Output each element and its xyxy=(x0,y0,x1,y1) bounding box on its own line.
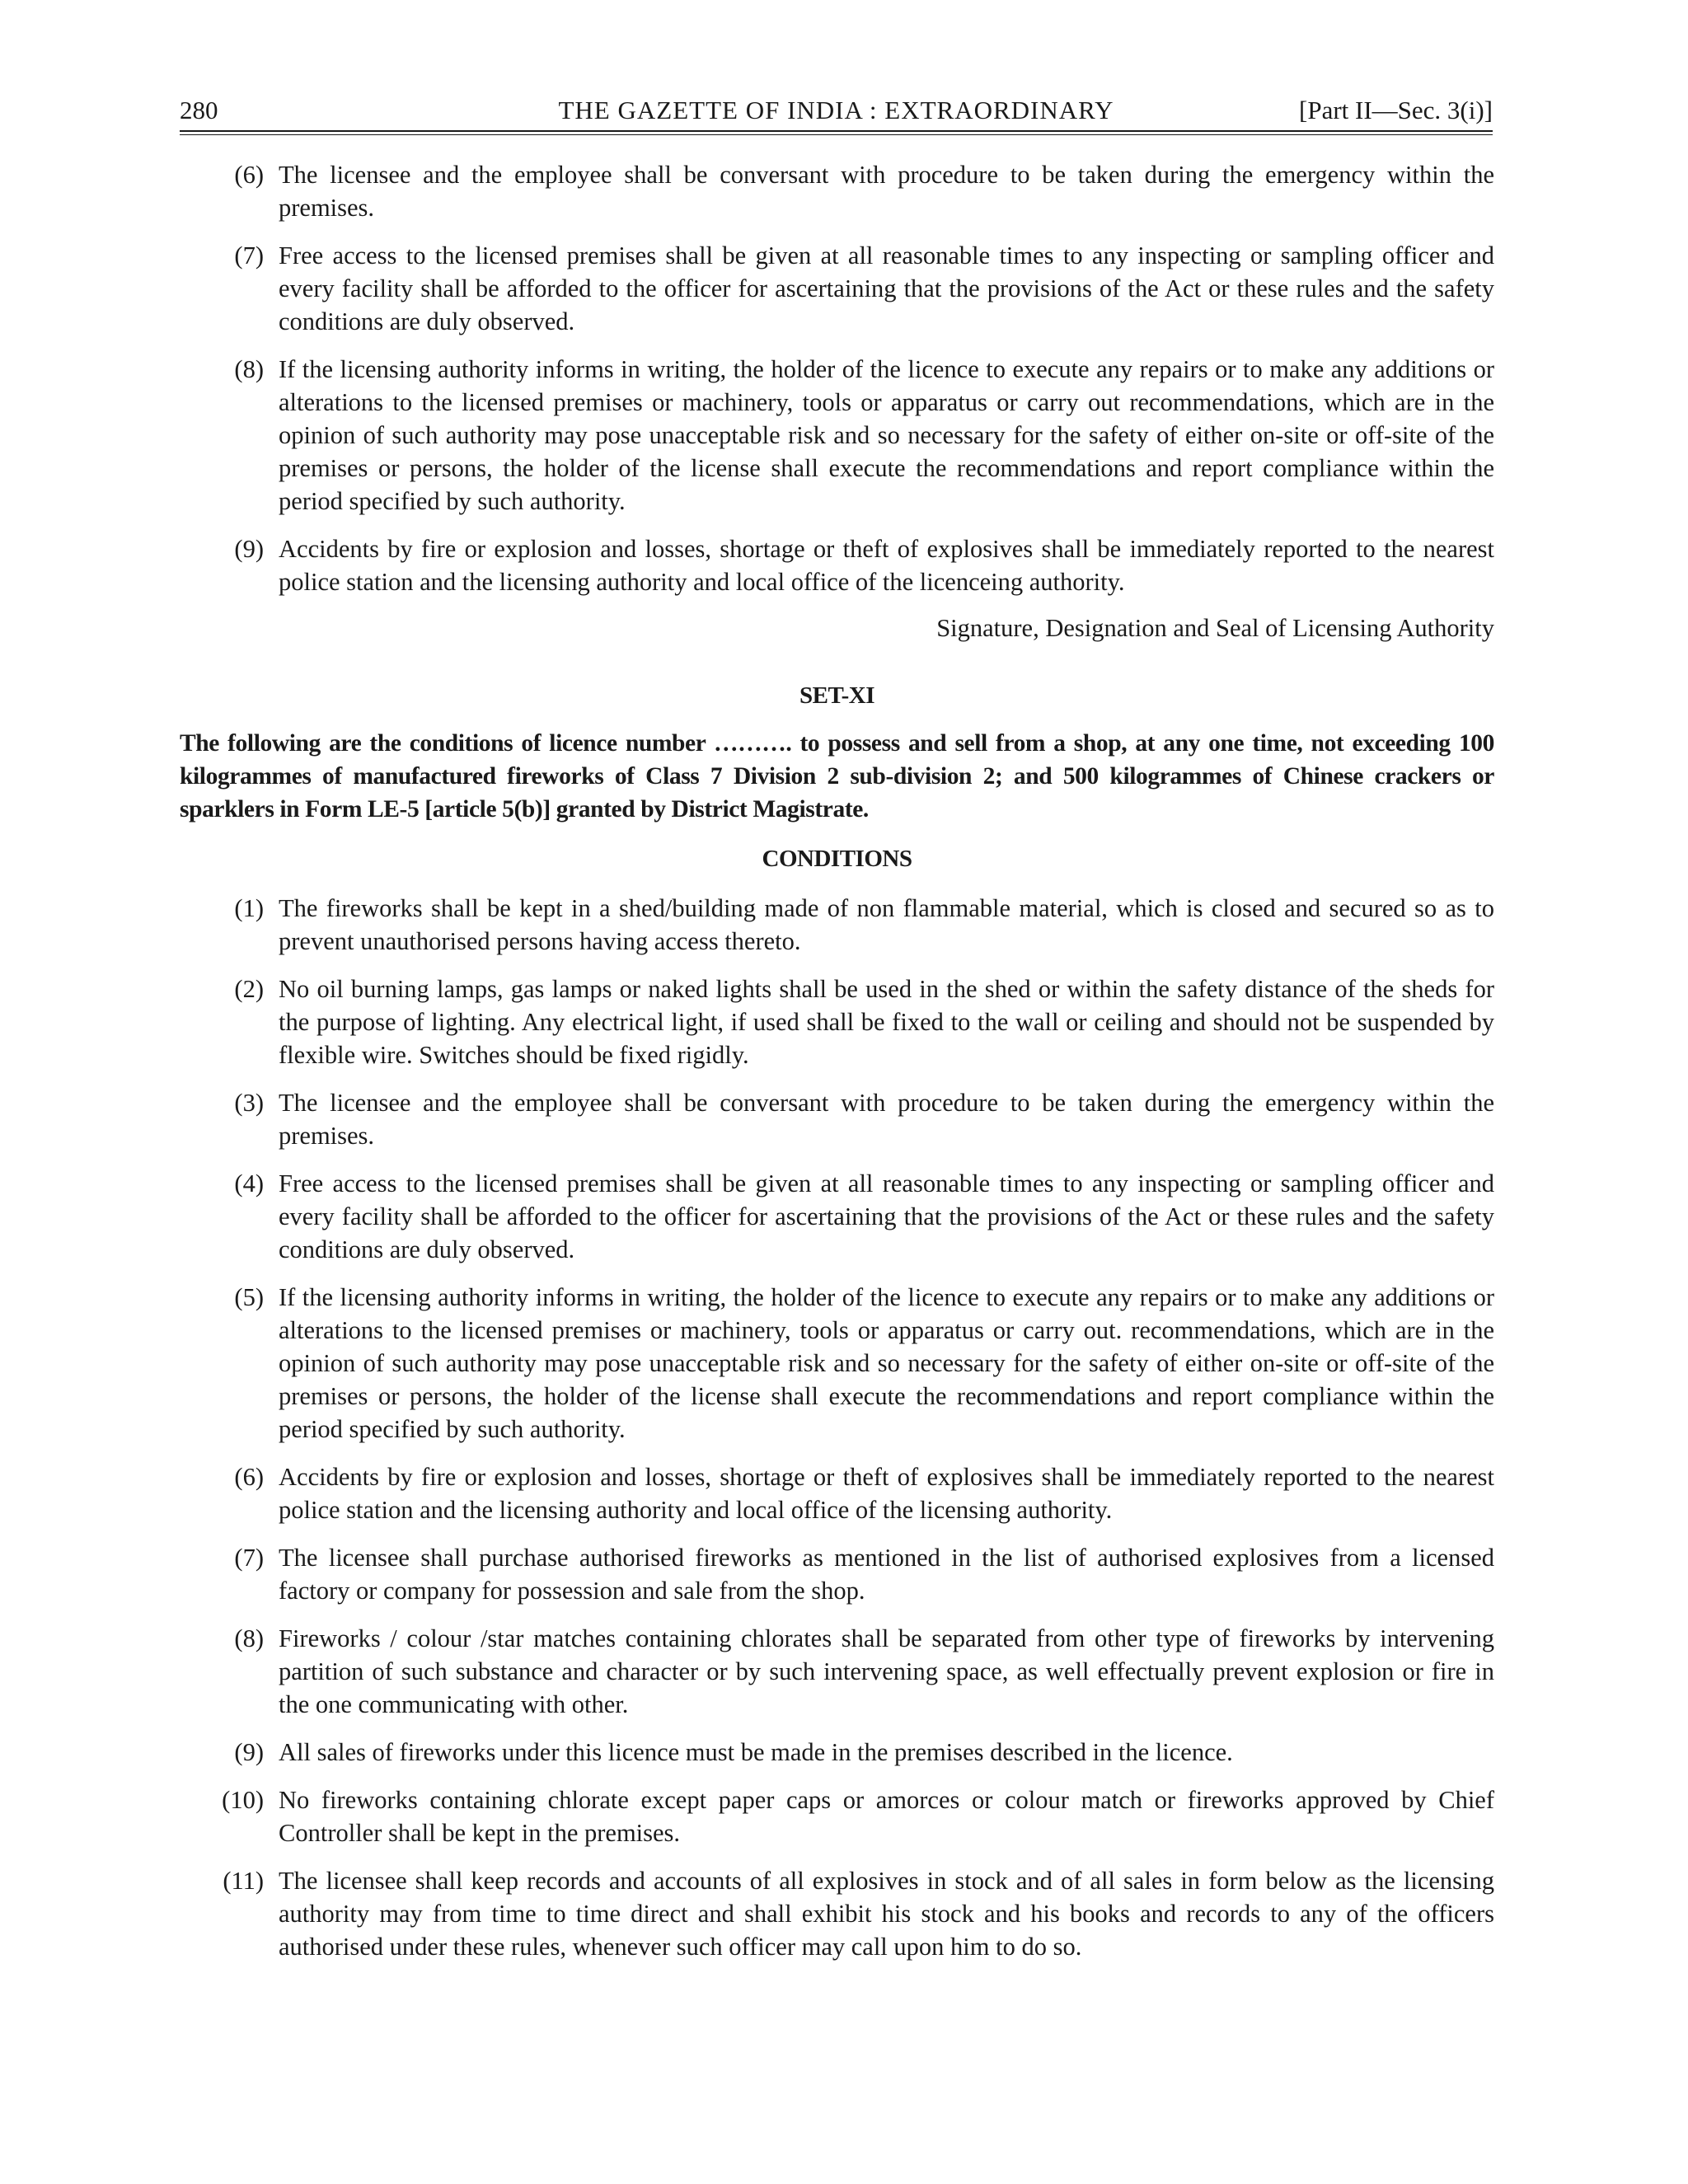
item-number: (7) xyxy=(234,1544,264,1572)
item-text: The licensee and the employee shall be conversant with procedure to be taken during the emergency within the premises. xyxy=(279,1089,1494,1150)
list-item xyxy=(180,1864,1494,1963)
page-header xyxy=(180,92,1493,129)
signature-line: Signature, Designation and Seal of Licensing Authority xyxy=(936,614,1494,642)
item-text: If the licensing authority informs in writing, the holder of the licence to execute any repairs or to make any additions or alterations to the licensed premises or machinery, tools or apparatus or carry out recommendations, which are in the opinion of such authority may pose unacceptable risk and so necessary for the safety of either on-site or off-site of the premises or persons, the holder of the license shall execute the recommendations and report compliance within the period specified by such authority. xyxy=(279,355,1494,515)
part-section: [Part II—Sec. 3(i)] xyxy=(1299,96,1493,124)
page-content xyxy=(180,158,1494,1978)
item-number: (9) xyxy=(234,535,264,563)
item-text: No oil burning lamps, gas lamps or naked lights shall be used in the shed or within the safety distance of the sheds for the purpose of lighting. Any electrical light, if used shall be fixed to the wall or ceiling and should not be suspended by flexible wire. Switches should be fixed rigidly. xyxy=(279,975,1494,1069)
item-text: All sales of fireworks under this licence must be made in the premises described in the licence. xyxy=(279,1738,1233,1766)
header-rule xyxy=(180,130,1493,132)
item-text: The licensee shall keep records and accounts of all explosives in stock and of all sales in form below as the licensing authority may from time to time direct and shall exhibit his stock and his books and records to any of the officers authorised under these rules, whenever such officer may call upon him to do so. xyxy=(279,1867,1494,1961)
item-number: (11) xyxy=(223,1867,264,1895)
item-number: (9) xyxy=(234,1738,264,1766)
item-number: (4) xyxy=(234,1169,264,1197)
list-item xyxy=(180,158,1494,224)
list-item xyxy=(180,1541,1494,1607)
set-intro: The following are the conditions of licence number ………. to possess and sell from a shop, at any one time, not exceeding 100 kilogrammes of manufactured fireworks of Class 7 Division 2 sub-division 2; and 500 kilogrammes of Chinese crackers or sparklers in Form LE-5 [article 5(b)] granted by District Magistrate. xyxy=(180,730,1494,823)
item-number: (5) xyxy=(234,1283,264,1311)
list-item xyxy=(180,1460,1494,1526)
item-number: (2) xyxy=(234,975,264,1003)
conditions-title: CONDITIONS xyxy=(762,846,912,872)
item-number: (8) xyxy=(234,1624,264,1652)
previous-set-conditions xyxy=(180,158,1494,598)
list-item xyxy=(180,1086,1494,1152)
conditions-list xyxy=(180,892,1494,1963)
item-text: The licensee and the employee shall be conversant with procedure to be taken during the emergency within the premises. xyxy=(279,161,1494,222)
item-text: No fireworks containing chlorate except paper caps or amorces or colour match or fireworks approved by Chief Controller shall be kept in the premises. xyxy=(279,1786,1494,1847)
set-title: SET-XI xyxy=(799,682,875,709)
list-item xyxy=(180,1622,1494,1721)
list-item xyxy=(180,353,1494,518)
item-number: (8) xyxy=(234,355,264,383)
list-item xyxy=(180,1783,1494,1849)
list-item xyxy=(180,532,1494,598)
item-text: The licensee shall purchase authorised fireworks as mentioned in the list of authorised explosives from a licensed factory or company for possession and sale from the shop. xyxy=(279,1544,1494,1605)
list-item xyxy=(180,892,1494,958)
item-number: (7) xyxy=(234,241,264,269)
header-rule-thin xyxy=(180,134,1493,135)
item-number: (6) xyxy=(234,161,264,189)
item-text: If the licensing authority informs in writing, the holder of the licence to execute any repairs or to make any additions or alterations to the licensed premises or machinery, tools or apparatus or carry out. recommendations, which are in the opinion of such authority may pose unacceptable risk and so necessary for the safety of either on-site or off-site of the premises or persons, the holder of the license shall execute the recommendations and report compliance within the period specified by such authority. xyxy=(279,1283,1494,1443)
item-number: (1) xyxy=(234,894,264,922)
item-text: Free access to the licensed premises shall be given at all reasonable times to any inspecting or sampling officer and every facility shall be afforded to the officer for ascertaining that the provisions of the Act or these rules and the safety conditions are duly observed. xyxy=(279,241,1494,335)
item-text: Fireworks / colour /star matches containing chlorates shall be separated from other type of fireworks by intervening partition of such substance and character or by such intervening space, as well effectually prevent explosion or fire in the one communicating with other. xyxy=(279,1624,1494,1718)
item-text: Accidents by fire or explosion and losses, shortage or theft of explosives shall be immediately reported to the nearest police station and the licensing authority and local office of the licenceing authority. xyxy=(279,535,1494,596)
item-text: The fireworks shall be kept in a shed/building made of non flammable material, which is closed and secured so as to prevent unauthorised persons having access thereto. xyxy=(279,894,1494,955)
list-item xyxy=(180,1736,1494,1769)
item-text: Free access to the licensed premises shall be given at all reasonable times to any inspecting or sampling officer and every facility shall be afforded to the officer for ascertaining that the provisions of the Act or these rules and the safety conditions are duly observed. xyxy=(279,1169,1494,1263)
item-number: (10) xyxy=(222,1786,264,1814)
list-item xyxy=(180,239,1494,338)
item-number: (6) xyxy=(234,1463,264,1491)
gazette-title: THE GAZETTE OF INDIA : EXTRAORDINARY xyxy=(558,96,1114,124)
item-text: Accidents by fire or explosion and losses, shortage or theft of explosives shall be immediately reported to the nearest police station and the licensing authority and local office of the licensing authority. xyxy=(279,1463,1494,1524)
list-item xyxy=(180,1167,1494,1266)
page-number: 280 xyxy=(180,96,218,124)
list-item xyxy=(180,972,1494,1071)
item-number: (3) xyxy=(234,1089,264,1117)
list-item xyxy=(180,1281,1494,1446)
